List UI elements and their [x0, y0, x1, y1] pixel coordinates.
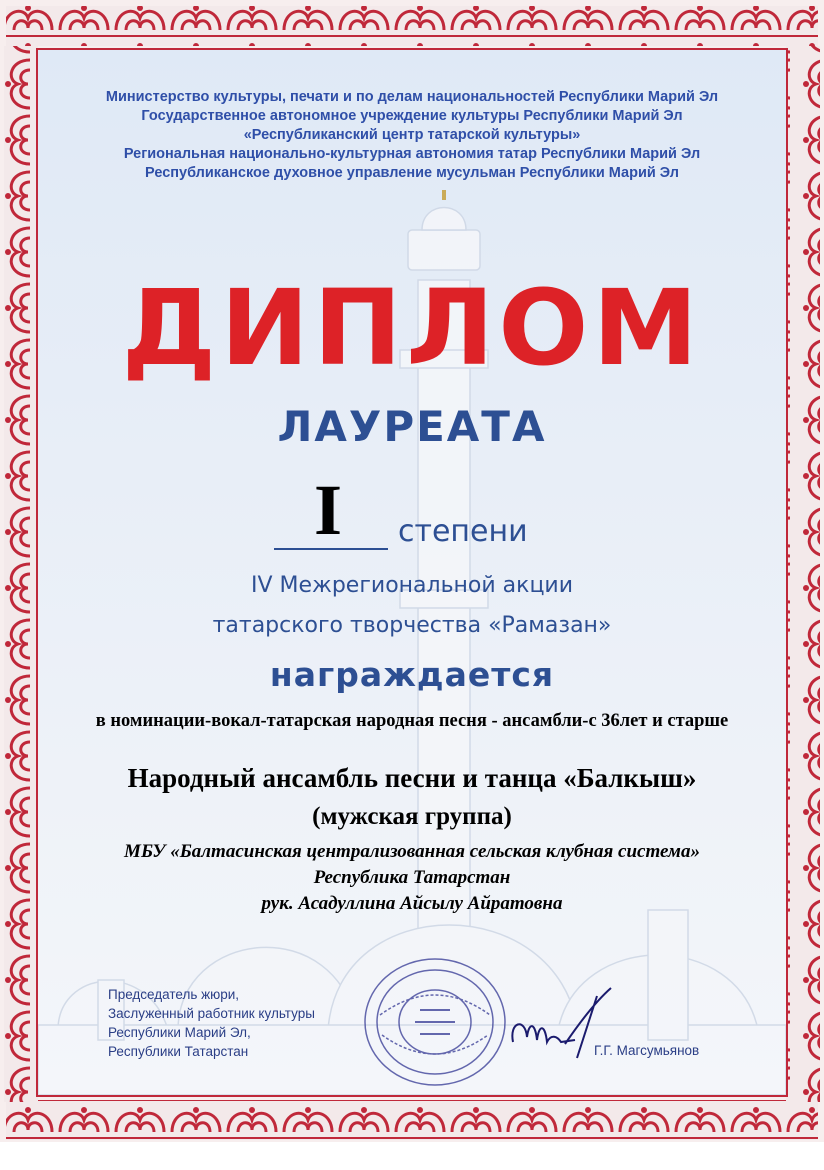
event-name [0, 566, 824, 646]
recipient-name: Народный ансамбль песни и танца «Балкыш» [127, 763, 697, 793]
issuing-organizations [0, 88, 824, 183]
header-line: Региональная национально-культурная автономия татар Республики Марий Эл [123, 146, 701, 162]
nomination: в номинации-вокал-татарская народная песня - ансамбли-с 36лет и старше [95, 711, 729, 731]
recipient-region: Республика Татарстан [313, 867, 511, 888]
jury-chair [108, 985, 315, 1061]
recipient-details [0, 839, 824, 917]
recipient-leader: рук. Асадуллина Айсылу Айратовна [261, 893, 563, 914]
degree-number: I [314, 470, 343, 550]
header-line: Республиканское духовное управление мусульман Республики Марий Эл [145, 165, 679, 181]
jury-line: Заслуженный работник культуры [108, 1006, 315, 1021]
header-line: Министерство культуры, печати и по делам национальностей Республики Марий Эл [105, 89, 719, 105]
event-line: IV Межрегиональной акции [250, 573, 574, 598]
header-line: Государственное автономное учреждение культуры Республики Марий Эл [141, 108, 683, 124]
degree-word: степени [398, 514, 528, 549]
event-line: татарского творчества «Рамазан» [212, 613, 612, 638]
degree [274, 470, 574, 550]
diploma-title: ДИПЛОМ [121, 267, 703, 389]
jury-line: Республики Татарстан [108, 1044, 249, 1059]
official-stamp [360, 955, 510, 1090]
recipient-organization: МБУ «Балтасинская централизованная сельская клубная система» [124, 841, 700, 862]
recipient-group: (мужская группа) [312, 803, 512, 830]
jury-line: Республики Марий Эл, [108, 1025, 251, 1040]
awarded-label: награждается [269, 655, 555, 694]
laureate-subtitle: ЛАУРЕАТА [277, 402, 547, 451]
jury-line: Председатель жюри, [108, 987, 240, 1002]
header-line: «Республиканский центр татарской культуры» [243, 127, 581, 143]
signer-name: Г.Г. Магсумьянов [594, 1043, 700, 1058]
